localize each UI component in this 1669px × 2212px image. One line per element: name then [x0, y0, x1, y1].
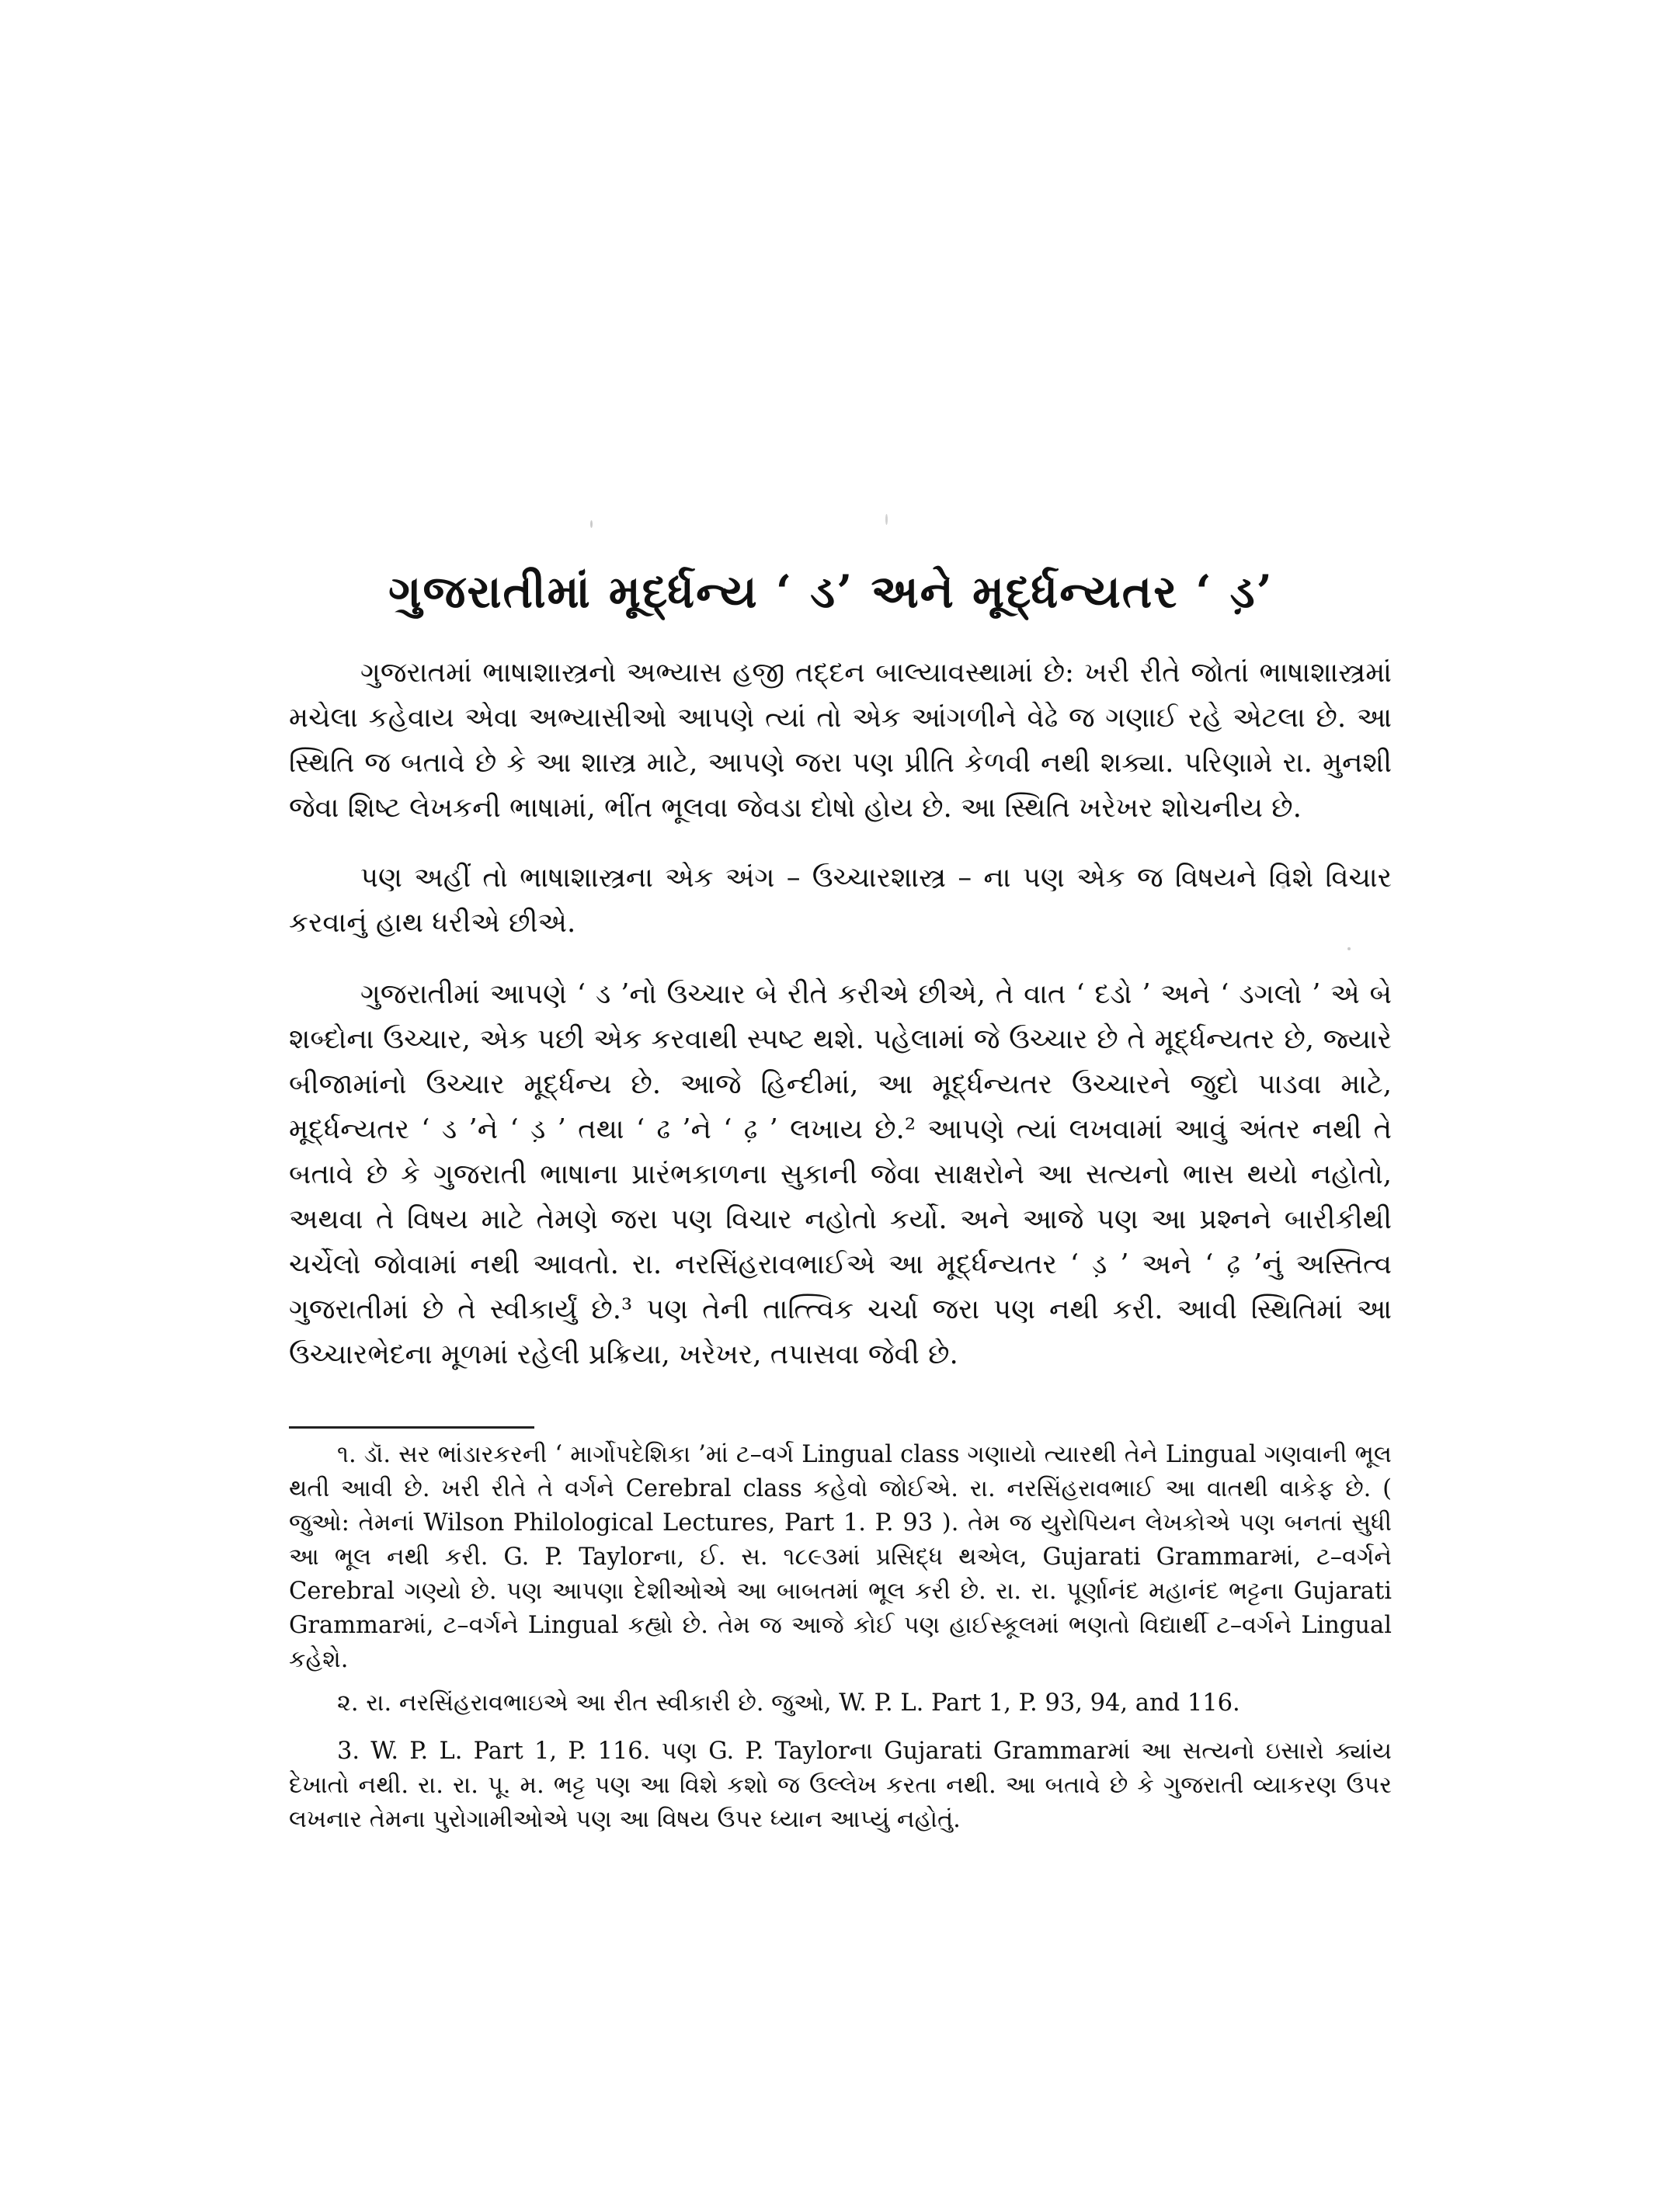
scan-speck — [590, 520, 593, 528]
paragraph: ગુજરાતમાં ભાષાશાસ્ત્રનો અભ્યાસ હજી તદ્દન બાલ્યાવસ્થામાં છે: ખરી રીતે જોતાં ભાષાશાસ્ત્રમાં મચેલા કહેવાય એવા અભ્યાસીઓ આપણે ત્યાં તો એક આંગળીને વેઢે જ ગણાઈ રહે એટલા છે. આ સ્થિતિ જ બતાવે છે કે આ શાસ્ત્ર માટે, આપણે જરા પણ પ્રીતિ કેળવી નથી શક્યા. પરિણામે રા. મુનશી જેવા શિષ્ટ લેખકની ભાષામાં, ભીંત ભૂલવા જેવડા દોષો હોય છે. આ સ્થિતિ ખરેખર શોચનીય છે. — [289, 657, 1392, 824]
body-text — [289, 651, 1392, 1404]
footnote: ૧. ડૉ. સર ભાંડારકરની ‘ માર્ગોપદેશિકા ’માં ટ–વર્ગ Lingual class ગણાયો ત્યારથી તેને Lingual ગણવાની ભૂલ થતી આવી છે. ખરી રીતે તે વર્ગને Cerebral class કહેવો જોઈએ. રા. નરસિંહરાવભાઈ આ વાતથી વાકેફ છે. ( જુઓ: તેમનાં Wilson Philological Lectures, Part 1. P. 93 ). તેમ જ યુરોપિયન લેખકોએ પણ બનતાં સુધી આ ભૂલ નથી કરી. G. P. Taylorના, ઈ. સ. ૧૮૯૩માં પ્રસિદ્ધ થએલ, Gujarati Grammarમાં, ટ–વર્ગને Cerebral ગણ્યો છે. પણ આપણા દેશીઓએ આ બાબતમાં ભૂલ કરી છે. રા. રા. પૂર્ણાનંદ મહાનંદ ભટ્ટના Gujarati Grammarમાં, ટ–વર્ગને Lingual કહ્યો છે. તેમ જ આજે કોઈ પણ હાઈસ્કૂલમાં ભણતો વિદ્યાર્થી ટ–વર્ગને Lingual કહેશે. — [289, 1441, 1392, 1673]
footnote: ૨. રા. નરસિંહરાવભાઇએ આ રીત સ્વીકારી છે. જુઓ, W. P. L. Part 1, P. 93, 94, and 116. — [337, 1689, 1240, 1717]
paragraph: ગુજરાતીમાં આપણે ‘ ડ ’નો ઉચ્ચાર બે રીતે કરીએ છીએ, તે વાત ‘ દડો ’ અને ‘ ડગલો ’ એ બે શબ્દોના ઉચ્ચાર, એક પછી એક કરવાથી સ્પષ્ટ થશે. પહેલામાં જે ઉચ્ચાર છે તે મૂર્દ્ધન્યતર છે, જ્યારે બીજામાંનો ઉચ્ચાર મૂર્દ્ધન્ય છે. આજે હિન્દીમાં, આ મૂર્દ્ધન્યતર ઉચ્ચારને જુદો પાડવા માટે, મૂર્દ્ધન્યતર ‘ ડ ’ને ‘ ડ઼ ’ તથા ‘ ઢ ’ને ‘ ઢ઼ ’ લખાય છે.² આપણે ત્યાં લખવામાં આવું અંતર નથી તે બતાવે છે કે ગુજરાતી ભાષાના પ્રારંભકાળના સુકાની જેવા સાક્ષરોને આ સત્યનો ભાસ થયો નહોતો, અથવા તે વિષય માટે તેમણે જરા પણ વિચાર નહોતો કર્યો. અને આજે પણ આ પ્રશ્નને બારીકીથી ચર્ચેલો જોવામાં નથી આવતો. રા. નરસિંહરાવભાઈએ આ મૂર્દ્ધન્યતર ‘ ડ઼ ’ અને ‘ ઢ઼ ’નું અસ્તિત્વ ગુજરાતીમાં છે તે સ્વીકાર્યું છે.³ પણ તેની તાત્ત્વિક ચર્ચા જરા પણ નથી કરી. આવી સ્થિતિમાં આ ઉચ્ચારભેદના મૂળમાં રહેલી પ્રક્રિયા, ખરેખર, તપાસવા જેવી છે. — [289, 978, 1392, 1370]
page-title: ગુજરાતીમાં મૂર્દ્ધન્ય ‘ ડ’ અને મૂર્દ્ધન્યતર ‘ ડ઼’ — [388, 565, 1274, 618]
paragraph: પણ અહીં તો ભાષાશાસ્ત્રના એક અંગ – ઉચ્ચારશાસ્ત્ર – ના પણ એક જ વિષયને વિશે વિચાર કરવાનું હાથ ધરીએ છીએ. — [289, 862, 1392, 939]
footnote-divider — [289, 1426, 534, 1429]
footnote: 3. W. P. L. Part 1, P. 116. પણ G. P. Taylorના Gujarati Grammarમાં આ સત્યનો ઇસારો ક્યાંય દેખાતો નથી. રા. રા. પૂ. મ. ભટ્ટ પણ આ વિશે કશો જ ઉલ્લેખ કરતા નથી. આ બતાવે છે કે ગુજરાતી વ્યાકરણ ઉપર લખનાર તેમના પુરોગામીઓએ પણ આ વિષય ઉપર ધ્યાન આપ્યું નહોતું. — [289, 1738, 1392, 1833]
scan-speck — [885, 514, 888, 525]
footnotes — [289, 1438, 1392, 1846]
